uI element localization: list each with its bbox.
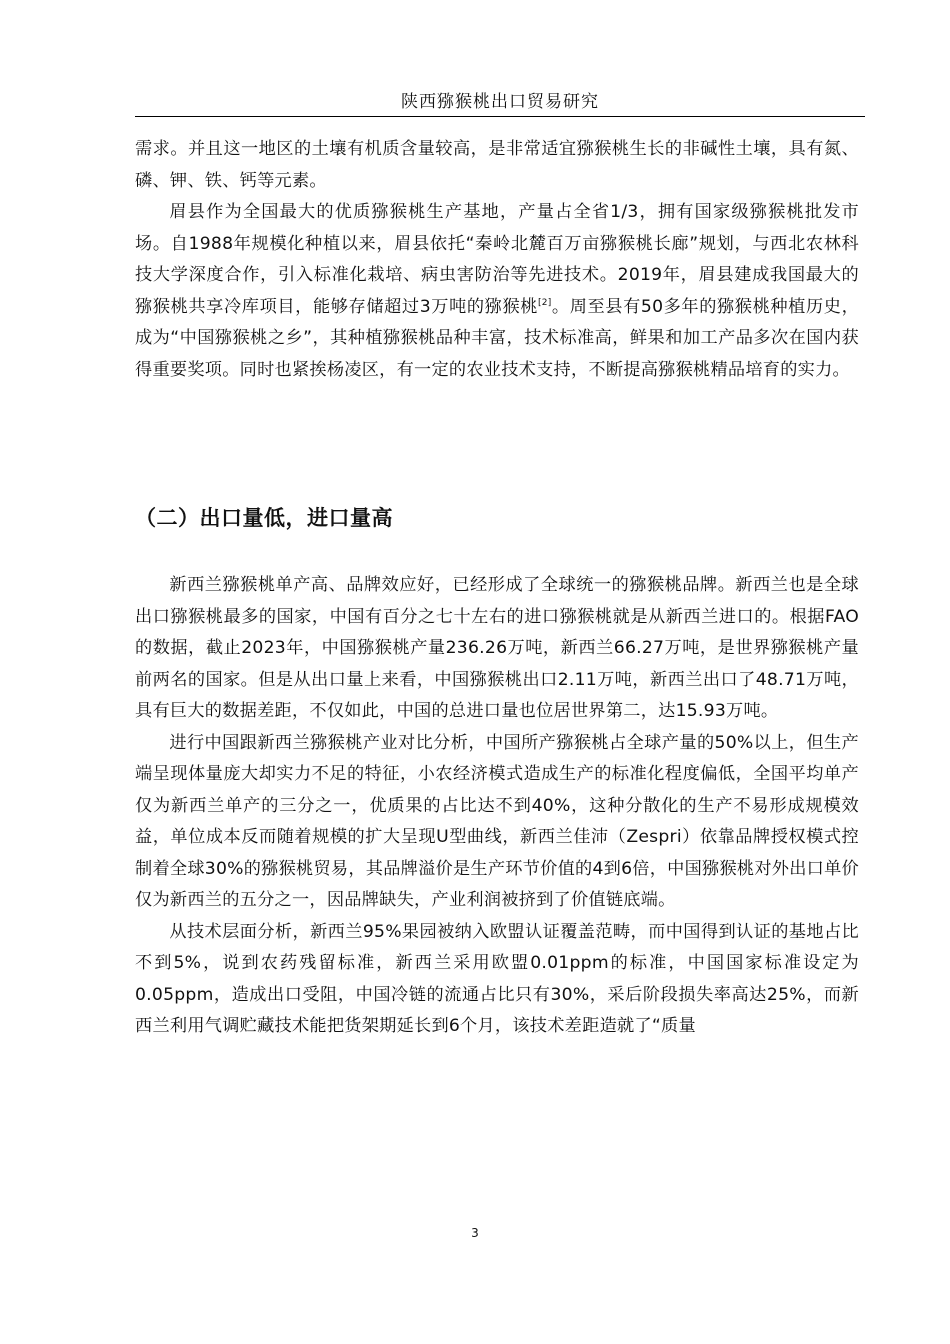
body-block-2 <box>135 570 859 1043</box>
paragraph-text: 眉县作为全国最大的优质猕猴桃生产基地，产量占全省1/3，拥有国家级猕猴桃批发市场。自1988年规模化种植以来，眉县依托“秦岭北麓百万亩猕猴桃长廊”规划，与西北农林科技大学深度合作，引入标准化栽培、病虫害防治等先进技术。2019年，眉县建成我国最大的猕猴桃共享冷库项目，能够存储超过3万吨的猕猴桃 <box>135 202 859 317</box>
paragraph: 进行中国跟新西兰猕猴桃产业对比分析，中国所产猕猴桃占全球产量的50%以上，但生产端呈现体量庞大却实力不足的特征，小农经济模式造成生产的标准化程度偏低，全国平均单产仅为新西兰单产的三分之一，优质果的占比达不到40%，这种分散化的生产不易形成规模效益，单位成本反而随着规模的扩大呈现U型曲线，新西兰佳沛（Zespri）依靠品牌授权模式控制着全球30%的猕猴桃贸易，其品牌溢价是生产环节价值的4到6倍，中国猕猴桃对外出口单价仅为新西兰的五分之一，因品牌缺失，产业利润被挤到了价值链底端。 <box>135 732 859 910</box>
paragraph: 新西兰猕猴桃单产高、品牌效应好，已经形成了全球统一的猕猴桃品牌。新西兰也是全球出口猕猴桃最多的国家，中国有百分之七十左右的进口猕猴桃就是从新西兰进口的。根据FAO的数据，截止2023年，中国猕猴桃产量236.26万吨，新西兰66.27万吨，是世界猕猴桃产量前两名的国家。但是从出口量上来看，中国猕猴桃出口2.11万吨，新西兰出口了48.71万吨，具有巨大的数据差距，不仅如此，中国的总进口量也位居世界第二，达15.93万吨。 <box>135 575 859 721</box>
citation-ref: [2] <box>538 297 552 308</box>
paragraph: 从技术层面分析，新西兰95%果园被纳入欧盟认证覆盖范畴，而中国得到认证的基地占比不到5%，说到农药残留标准，新西兰采用欧盟0.01ppm的标准，中国国家标准设定为0.05ppm，造成出口受阻，中国冷链的流通占比只有30%，采后阶段损失率高达25%，而新西兰利用气调贮藏技术能把货架期延长到6个月，该技术差距造就了“质量 <box>135 921 859 1036</box>
body-block-1 <box>135 134 859 386</box>
paragraph <box>135 197 859 386</box>
paragraph-text: 。周至县有50多年的猕猴桃种植历史，成为“中国猕猴桃之乡”，其种植猕猴桃品种丰富，技术标准高，鲜果和加工产品多次在国内获得重要奖项。同时也紧挨杨凌区，有一定的农业技术支持，不断提高猕猴桃精品培育的实力。 <box>135 296 860 380</box>
header-rule <box>135 116 865 117</box>
paragraph: 需求。并且这一地区的土壤有机质含量较高，是非常适宜猕猴桃生长的非碱性土壤，具有氮、磷、钾、铁、钙等元素。 <box>135 139 859 191</box>
header-title: 陕西猕猴桃出口贸易研究 <box>401 92 599 112</box>
page-number: 3 <box>471 1226 479 1240</box>
section-heading: （二）出口量低，进口量高 <box>135 506 393 530</box>
